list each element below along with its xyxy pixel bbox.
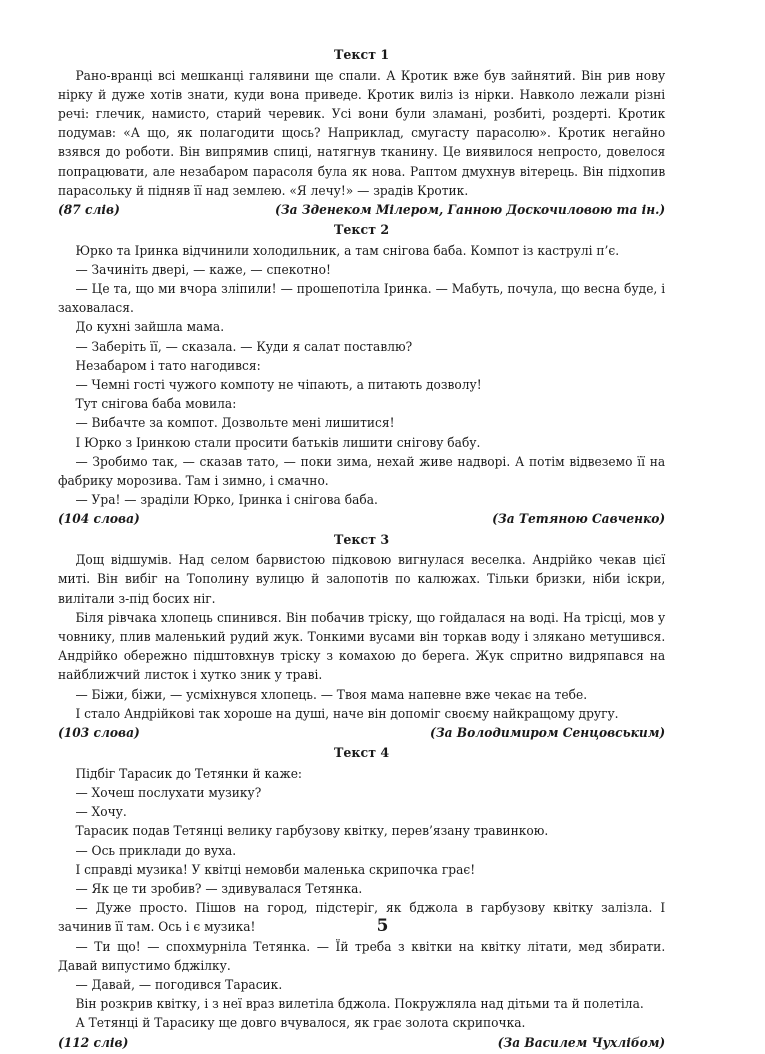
section-title: Текст 1 xyxy=(334,48,390,63)
paragraph: А Тетянці й Тарасику ще довго вчувалося, як грає золота скрипочка. xyxy=(75,1015,526,1031)
paragraph: — Ура! — зраділи Юрко, Іринка і снігова баба. xyxy=(75,492,378,508)
paragraph: — Хочу. xyxy=(75,804,127,820)
paragraph: — Зачиніть двері, — каже, — спекотно! xyxy=(75,261,331,277)
paragraph: — Давай, — погодився Тарасик. xyxy=(75,976,283,992)
text-footer xyxy=(58,723,665,742)
paragraph: І справді музика! У квітці немовби маленька скрипочка грає! xyxy=(75,861,476,877)
section-title: Текст 2 xyxy=(334,223,390,239)
text-footer xyxy=(58,509,665,528)
text-footer xyxy=(58,1033,665,1052)
paragraph: Він розкрив квітку, і з неї враз вилетіла бджола. Покружляла над дітьми та й полетіла. xyxy=(75,996,644,1012)
paragraph: — Дуже просто. Пішов на город, підстеріг, як бджола в гарбузову квітку залізла. І зачинив її там. Ось і є музика! xyxy=(58,900,666,935)
paragraph: Юрко та Іринка відчинили холодильник, а там снігова баба. Компот із каструлі п’є. xyxy=(75,242,620,258)
paragraph: — Як це ти зробив? — здивувалася Тетянка. xyxy=(75,880,363,896)
paragraph: — Чемні гості чужого компоту не чіпають, а питають дозволу! xyxy=(75,377,482,393)
paragraph: І Юрко з Іринкою стали просити батьків лишити снігову бабу. xyxy=(75,434,481,450)
paragraph: Тут снігова баба мовила: xyxy=(75,396,237,412)
paragraph: Біля рівчака хлопець спинився. Він побачив тріску, що гойдалася на воді. На трісці, мов у човнику, плив маленький рудий жук. Тонкими вусами він торкав воду і злякано метушився. Андрійко обережно підштовхнув тріску з комахою до берега. Жук спритно видряпався на найближчий листок і хутко зник у траві. xyxy=(58,609,666,683)
word-count: (103 слова) xyxy=(58,725,140,740)
text-2 xyxy=(58,221,665,529)
source-attribution: (За Тетяною Савченко) xyxy=(492,511,666,527)
text-3 xyxy=(58,531,665,743)
text-4 xyxy=(58,744,665,1052)
text-1 xyxy=(58,46,665,219)
paragraph: — Ось приклади до вуха. xyxy=(75,842,237,858)
paragraph: Рано-вранці всі мешканці галявини ще спали. А Кротик вже був зайнятий. Він рив нову нірку й дуже хотів знати, куди вона приведе. Кротик виліз із нірки. Навколо лежали різні речі: глечик, намисто, старий черевик. Усі вони були зламані, розбиті, роздерті. Кротик подумав: «А що, як полагодити щось? Наприклад, смугасту парасолю». Кротик негайно взявся до роботи. Він випрямив спиці, натягнув тканину. Це виявилося непросто, довелося попрацювати, але незабаром парасоля була як нова. Раптом дмухнув вітерець. Він підхопив парасольку й підняв її над землею. «Я лечу!» — зрадів Кротик. xyxy=(58,67,666,198)
source-attribution: (За Зденеком Мілером, Ганною Доскочиловою та ін.) xyxy=(275,201,666,217)
paragraph: І стало Андрійкові так хороше на душі, наче він допоміг своєму найкращому другу. xyxy=(75,705,619,721)
word-count: (112 слів) xyxy=(58,1034,129,1050)
paragraph: — Це та, що ми вчора зліпили! — прошепотіла Іринка. — Мабуть, почула, що весна буде, і заховалася. xyxy=(58,281,666,316)
paragraph: До кухні зайшла мама. xyxy=(75,319,225,335)
paragraph: Дощ відшумів. Над селом барвистою підковою вигнулася веселка. Андрійко чекав цієї миті. Він вибіг на Тополину вулицю й залопотів по калюжах. Тільки бризки, ніби іскри, вилітали з-під босих ніг. xyxy=(58,552,666,606)
paragraph: — Біжи, біжи, — усміхнувся хлопець. — Твоя мама напевне вже чекає на тебе. xyxy=(75,686,588,702)
document-page xyxy=(58,44,665,1054)
text-footer xyxy=(58,200,665,219)
paragraph: — Хочеш послухати музику? xyxy=(75,784,262,800)
section-title: Текст 3 xyxy=(334,532,390,548)
source-attribution: (За Василем Чухлібом) xyxy=(497,1034,666,1050)
source-attribution: (За Володимиром Сенцовським) xyxy=(430,725,666,740)
paragraph: — Зробимо так, — сказав тато, — поки зима, нехай живе надворі. А потім відвеземо її на фабрику морозива. Там і зимно, і смачно. xyxy=(58,453,666,489)
page-number: 5 xyxy=(376,916,389,936)
word-count: (104 слова) xyxy=(58,511,140,527)
paragraph: Тарасик подав Тетянці велику гарбузову квітку, перев’язану травинкою. xyxy=(75,823,549,839)
paragraph: — Ти що! — спохмурніла Тетянка. — Їй треба з квітки на квітку літати, мед збирати. Давай випустимо бджілку. xyxy=(58,938,666,973)
paragraph: Підбіг Тарасик до Тетянки й каже: xyxy=(75,765,303,781)
paragraph: — Вибачте за компот. Дозвольте мені лишитися! xyxy=(75,415,395,431)
word-count: (87 слів) xyxy=(58,201,120,217)
paragraph: — Заберіть її, — сказала. — Куди я салат поставлю? xyxy=(75,338,413,354)
paragraph: Незабаром і тато нагодився: xyxy=(75,357,261,373)
section-title: Текст 4 xyxy=(334,746,390,762)
